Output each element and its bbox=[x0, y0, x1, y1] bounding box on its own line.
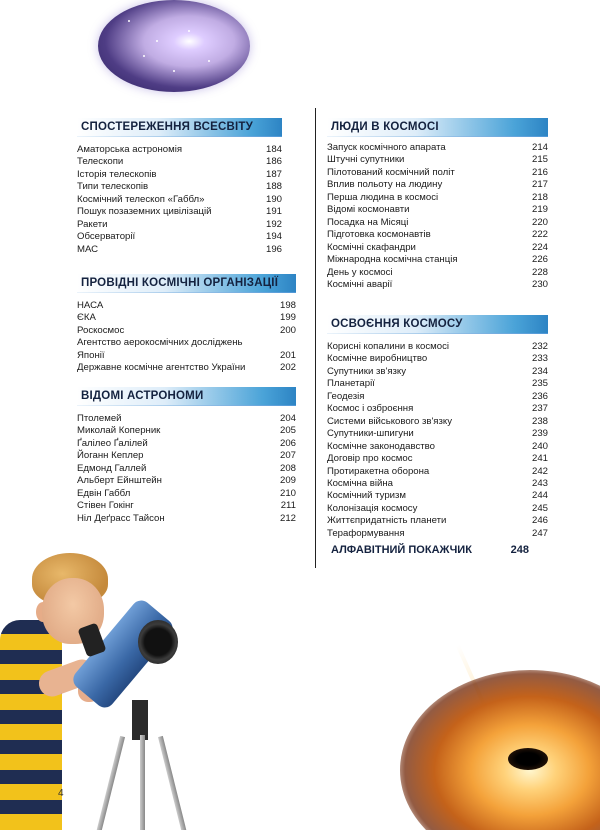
alphabetical-index[interactable] bbox=[331, 544, 529, 556]
toc-entry[interactable] bbox=[327, 515, 548, 527]
toc-entry-title: Ракети bbox=[77, 218, 108, 230]
toc-entry-title: Космічний телескоп «Габбл» bbox=[77, 193, 205, 205]
section-astronomers bbox=[77, 387, 296, 525]
toc-entry-title: Роскосмос bbox=[77, 324, 125, 336]
toc-entry-title: Супутники зв'язку bbox=[327, 365, 407, 377]
toc-entry[interactable] bbox=[327, 179, 548, 191]
toc-entry[interactable] bbox=[327, 503, 548, 515]
toc-entry-page: 246 bbox=[531, 515, 548, 527]
toc-entry-page: 199 bbox=[279, 312, 296, 324]
toc-entry-page: 244 bbox=[531, 490, 548, 502]
section-people-in-space bbox=[327, 118, 548, 291]
toc-entry[interactable] bbox=[77, 500, 296, 512]
toc-entry-title: Ніл Деґрасс Тайсон bbox=[77, 512, 165, 524]
section-space-exploration bbox=[327, 315, 548, 540]
toc-entry-page: 210 bbox=[279, 487, 296, 499]
toc-entry-page: 233 bbox=[531, 353, 548, 365]
toc-entry[interactable] bbox=[77, 425, 296, 437]
toc-entry-title: Аматорська астрономія bbox=[77, 144, 183, 155]
toc-entry-page: 220 bbox=[531, 216, 548, 228]
toc-entry[interactable] bbox=[327, 217, 548, 229]
toc-entry[interactable] bbox=[77, 337, 296, 362]
toc-entry-page: 217 bbox=[531, 179, 548, 191]
section-observation bbox=[77, 118, 282, 256]
toc-entry[interactable] bbox=[77, 362, 296, 374]
toc-entry[interactable] bbox=[77, 513, 296, 525]
toc-entry[interactable] bbox=[327, 490, 548, 502]
toc-entry[interactable] bbox=[77, 488, 296, 500]
toc-entry-title: Запуск космічного апарата bbox=[327, 142, 446, 153]
toc-entry[interactable] bbox=[77, 144, 282, 156]
toc-entry[interactable] bbox=[327, 242, 548, 254]
toc-entry[interactable] bbox=[77, 325, 296, 337]
toc-entry-title: Космічні аварії bbox=[327, 278, 393, 290]
toc-entry-page: 211 bbox=[280, 500, 296, 512]
toc-entry[interactable] bbox=[327, 528, 548, 540]
toc-entry-page: 198 bbox=[279, 300, 296, 311]
toc-entry[interactable] bbox=[327, 254, 548, 266]
toc-entry-page: 209 bbox=[279, 475, 296, 487]
toc-entry-page: 201 bbox=[279, 349, 296, 361]
toc-entry-title: Миколай Коперник bbox=[77, 425, 161, 437]
toc-entry-title: Пошук позаземних цивілізацій bbox=[77, 206, 212, 218]
toc-entry-page: 230 bbox=[531, 278, 548, 290]
toc-entry[interactable] bbox=[327, 428, 548, 440]
toc-entry-page: 218 bbox=[531, 191, 548, 203]
toc-entry[interactable] bbox=[327, 341, 548, 353]
toc-entry-title: Космічне виробництво bbox=[327, 353, 428, 365]
section-title: СПОСТЕРЕЖЕННЯ ВСЕСВІТУ bbox=[77, 118, 282, 136]
toc-entry[interactable] bbox=[77, 206, 282, 218]
toc-entry-title: Історія телескопів bbox=[77, 168, 157, 180]
toc-entry-title: Геодезія bbox=[327, 390, 365, 402]
toc-entry-page: 234 bbox=[531, 365, 548, 377]
toc-entry-page: 219 bbox=[531, 204, 548, 216]
toc-entry-page: 235 bbox=[531, 378, 548, 390]
toc-entry-page: 215 bbox=[531, 154, 548, 166]
toc-entry-title: Колонізація космосу bbox=[327, 502, 418, 514]
toc-entry-page: 206 bbox=[279, 437, 296, 449]
toc-entry[interactable] bbox=[77, 312, 296, 324]
toc-entry-page: 243 bbox=[531, 477, 548, 489]
toc-entry[interactable] bbox=[77, 450, 296, 462]
page-number: 4 bbox=[58, 788, 64, 799]
toc-entry-page: 194 bbox=[265, 231, 282, 243]
toc-entry-page: 214 bbox=[531, 142, 548, 153]
toc-entry-page: 226 bbox=[531, 254, 548, 266]
toc-entry-title: ЄКА bbox=[77, 312, 96, 324]
toc-entry-page: 202 bbox=[279, 362, 296, 374]
toc-entry-page: 238 bbox=[531, 415, 548, 427]
toc-entry[interactable] bbox=[327, 279, 548, 291]
toc-entry[interactable] bbox=[327, 378, 548, 390]
tripod-leg bbox=[140, 735, 145, 830]
toc-entry-title: Космічний туризм bbox=[327, 490, 407, 502]
toc-entry-title: Супутники-шпигуни bbox=[327, 428, 414, 440]
toc-entry-page: 222 bbox=[531, 229, 548, 241]
toc-entry-title: Телескопи bbox=[77, 156, 124, 168]
toc-entry-page: 242 bbox=[531, 465, 548, 477]
toc-entry-page: 245 bbox=[531, 502, 548, 514]
toc-entry-title: Йоганн Кеплер bbox=[77, 450, 144, 462]
toc-entry-page: 207 bbox=[279, 450, 296, 462]
toc-entry-title: Життєпридатність планети bbox=[327, 515, 447, 527]
nebula-image bbox=[98, 0, 250, 92]
toc-entry[interactable] bbox=[77, 219, 282, 231]
toc-entry-title: Корисні копалини в космосі bbox=[327, 341, 450, 352]
toc-entry[interactable] bbox=[327, 391, 548, 403]
toc-entry-page: 247 bbox=[531, 527, 548, 539]
toc-entry[interactable] bbox=[77, 438, 296, 450]
index-title: АЛФАВІТНИЙ ПОКАЖЧИК bbox=[331, 544, 472, 556]
toc-entry-title: Космос і озброєння bbox=[327, 403, 414, 415]
toc-entry-page: 240 bbox=[531, 440, 548, 452]
toc-entry[interactable] bbox=[327, 478, 548, 490]
toc-entry[interactable] bbox=[327, 466, 548, 478]
toc-entry-title: Договір про космос bbox=[327, 453, 413, 465]
section-title: ПРОВІДНІ КОСМІЧНІ ОРГАНІЗАЦІЇ bbox=[77, 274, 296, 292]
toc-entry-title: Альберт Ейнштейн bbox=[77, 475, 162, 487]
toc-entry-page: 208 bbox=[279, 462, 296, 474]
toc-entry-title: Планетарії bbox=[327, 378, 375, 390]
toc-entry-title: Тераформування bbox=[327, 527, 405, 539]
toc-entry[interactable] bbox=[327, 416, 548, 428]
telescope-mount bbox=[132, 700, 148, 740]
toc-entry[interactable] bbox=[327, 366, 548, 378]
toc-entry-title: Космічна війна bbox=[327, 477, 393, 489]
toc-entry-title: Едмонд Галлей bbox=[77, 462, 147, 474]
toc-entry-title: Обсерваторії bbox=[77, 231, 136, 243]
toc-entry-title: Посадка на Місяці bbox=[327, 216, 409, 228]
toc-entry-title: Підготовка космонавтів bbox=[327, 229, 431, 241]
toc-entry-page: 241 bbox=[531, 453, 548, 465]
toc-entry-page: 205 bbox=[279, 425, 296, 437]
toc-entry-page: 196 bbox=[265, 243, 282, 255]
toc-entry-title: Космічні скафандри bbox=[327, 241, 416, 253]
toc-entry[interactable] bbox=[327, 142, 548, 154]
toc-entry-page: 200 bbox=[279, 324, 296, 336]
toc-entry[interactable] bbox=[77, 156, 282, 168]
toc-entry-title: МАС bbox=[77, 243, 99, 255]
toc-entry[interactable] bbox=[327, 229, 548, 241]
toc-entry-title: День у космосі bbox=[327, 266, 393, 278]
toc-entry-title: Перша людина в космосі bbox=[327, 191, 439, 203]
toc-entry-page: 191 bbox=[265, 206, 282, 218]
toc-entry-page: 237 bbox=[531, 403, 548, 415]
black-hole-image bbox=[390, 600, 600, 830]
toc-entry-title: Міжнародна космічна станція bbox=[327, 254, 458, 266]
toc-entry-page: 224 bbox=[531, 241, 548, 253]
column-divider bbox=[315, 108, 316, 568]
toc-entry[interactable] bbox=[327, 192, 548, 204]
toc-entry-title: НАСА bbox=[77, 300, 104, 311]
toc-entry-title: Пілотований космічний політ bbox=[327, 166, 455, 178]
toc-entry-title: Системи військового зв'язку bbox=[327, 415, 452, 427]
toc-entry[interactable] bbox=[77, 194, 282, 206]
toc-entry-title: Агентство аерокосмічних досліджень Японії bbox=[77, 337, 243, 361]
toc-entry[interactable] bbox=[77, 300, 296, 312]
toc-entry[interactable] bbox=[77, 169, 282, 181]
toc-entry-page: 204 bbox=[279, 413, 296, 424]
toc-entry-title: Космічне законодавство bbox=[327, 440, 435, 452]
toc-entry-page: 239 bbox=[531, 428, 548, 440]
toc-entry-page: 192 bbox=[265, 218, 282, 230]
toc-entry-title: Вплив польоту на людину bbox=[327, 179, 443, 191]
toc-entry[interactable] bbox=[327, 353, 548, 365]
toc-entry-page: 184 bbox=[265, 144, 282, 155]
toc-entry[interactable] bbox=[77, 463, 296, 475]
toc-entry-title: Типи телескопів bbox=[77, 181, 149, 193]
toc-entry-title: Відомі космонавти bbox=[327, 204, 410, 216]
toc-entry[interactable] bbox=[327, 204, 548, 216]
toc-entry-title: Штучні супутники bbox=[327, 154, 405, 166]
toc-entry[interactable] bbox=[327, 167, 548, 179]
toc-entry[interactable] bbox=[327, 267, 548, 279]
toc-entry-page: 216 bbox=[531, 166, 548, 178]
toc-entry[interactable] bbox=[327, 403, 548, 415]
toc-entry-title: Протиракетна оборона bbox=[327, 465, 430, 477]
toc-entry[interactable] bbox=[77, 475, 296, 487]
toc-entry-title: Едвін Габбл bbox=[77, 487, 131, 499]
section-title: ВІДОМІ АСТРОНОМИ bbox=[77, 387, 296, 405]
toc-entry-title: Державне космічне агентство України bbox=[77, 362, 246, 374]
toc-entry-page: 190 bbox=[265, 193, 282, 205]
toc-entry[interactable] bbox=[77, 181, 282, 193]
toc-entry[interactable] bbox=[77, 244, 282, 256]
index-page: 248 bbox=[510, 544, 529, 556]
toc-entry-title: Стівен Гокінг bbox=[77, 500, 134, 512]
section-title: ЛЮДИ В КОСМОСІ bbox=[327, 118, 548, 136]
toc-entry-page: 187 bbox=[265, 168, 282, 180]
toc-entry[interactable] bbox=[327, 441, 548, 453]
toc-entry-page: 232 bbox=[531, 341, 548, 352]
toc-entry-page: 188 bbox=[265, 181, 282, 193]
toc-entry[interactable] bbox=[327, 453, 548, 465]
toc-entry-title: Ґалілео Ґалілей bbox=[77, 437, 148, 449]
toc-entry-page: 212 bbox=[279, 512, 296, 524]
section-agencies bbox=[77, 274, 296, 375]
toc-entry[interactable] bbox=[327, 154, 548, 166]
toc-entry[interactable] bbox=[77, 231, 282, 243]
toc-entry-page: 236 bbox=[531, 390, 548, 402]
section-title: ОСВОЄННЯ КОСМОСУ bbox=[327, 315, 548, 333]
telescope-aperture bbox=[138, 620, 178, 664]
toc-entry-title: Птолемей bbox=[77, 413, 122, 424]
toc-entry-page: 228 bbox=[531, 266, 548, 278]
toc-entry[interactable] bbox=[77, 413, 296, 425]
toc-entry-page: 186 bbox=[265, 156, 282, 168]
